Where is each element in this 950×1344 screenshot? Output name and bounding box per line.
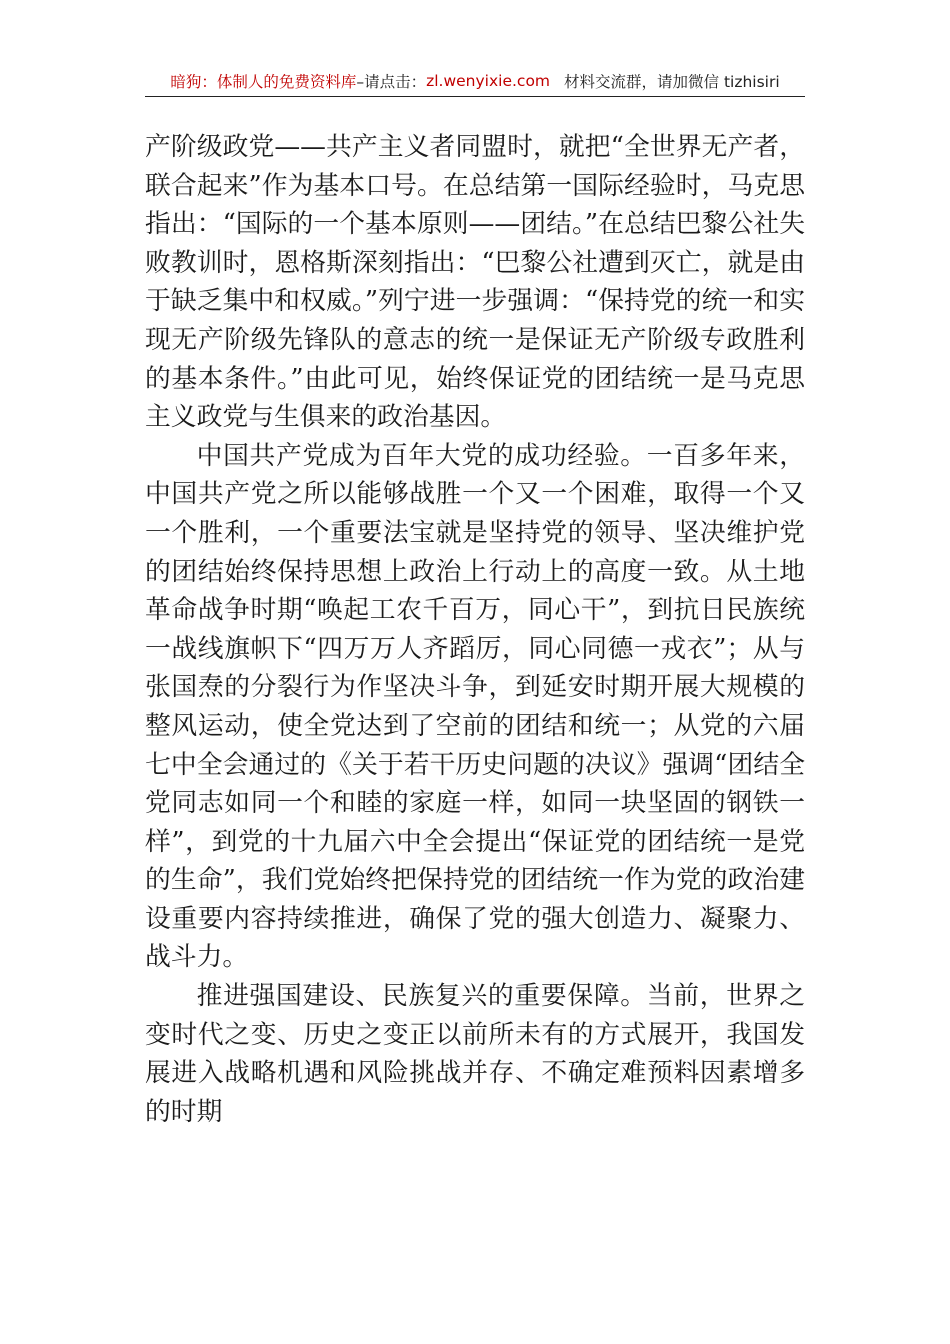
header-brand: 暗狗：体制人的免费资料库 [170,73,357,91]
header-prompt: –请点击： [356,73,427,91]
paragraph-continued: 产阶级政党——共产主义者同盟时，就把“全世界无产者，联合起来”作为基本口号。在总结第一国际经验时，马克思指出：“国际的一个基本原则——团结。”在总结巴黎公社失败教训时，恩格斯深刻指出：“巴黎公社遭到灭亡，就是由于缺乏集中和权威。”列宁进一步强调：“保持党的统一和实现无产阶级先锋队的意志的统一是保证无产阶级专政胜利的基本条件。”由此可见，始终保证党的团结统一是马克思主义政党与生俱来的政治基因。 [145,132,805,433]
paragraph-important-guarantee: 推进强国建设、民族复兴的重要保障。当前，世界之变时代之变、历史之变正以前所未有的方式展开，我国发展进入战略机遇和风险挑战并存、不确定难预料因素增多的时期 [145,981,805,1127]
page-header [145,66,805,97]
document-body [145,128,805,1131]
paragraph-success-experience: 中国共产党成为百年大党的成功经验。一百多年来，中国共产党之所以能够战胜一个又一个困难，取得一个又一个胜利，一个重要法宝就是坚持党的领导、坚决维护党的团结始终保持思想上政治上行动上的高度一致。从土地革命战争时期“唤起工农千百万，同心干”，到抗日民族统一战线旗帜下“四万万人齐蹈厉，同心同德一戎衣”；从与张国焘的分裂行为作坚决斗争，到延安时期开展大规模的整风运动，使全党达到了空前的团结和统一；从党的六届七中全会通过的《关于若干历史问题的决议》强调“团结全党同志如同一个和睦的家庭一样，如同一块坚固的钢铁一样”，到党的十九届六中全会提出“保证党的团结统一是党的生命”，我们党始终把保持党的团结统一作为党的政治建设重要内容持续推进，确保了党的强大创造力、凝聚力、战斗力。 [145,440,805,973]
header-contact: 材料交流群，请加微信 tizhisiri [564,73,780,91]
header-url-link[interactable]: zl.wenyixie.com [426,72,551,90]
